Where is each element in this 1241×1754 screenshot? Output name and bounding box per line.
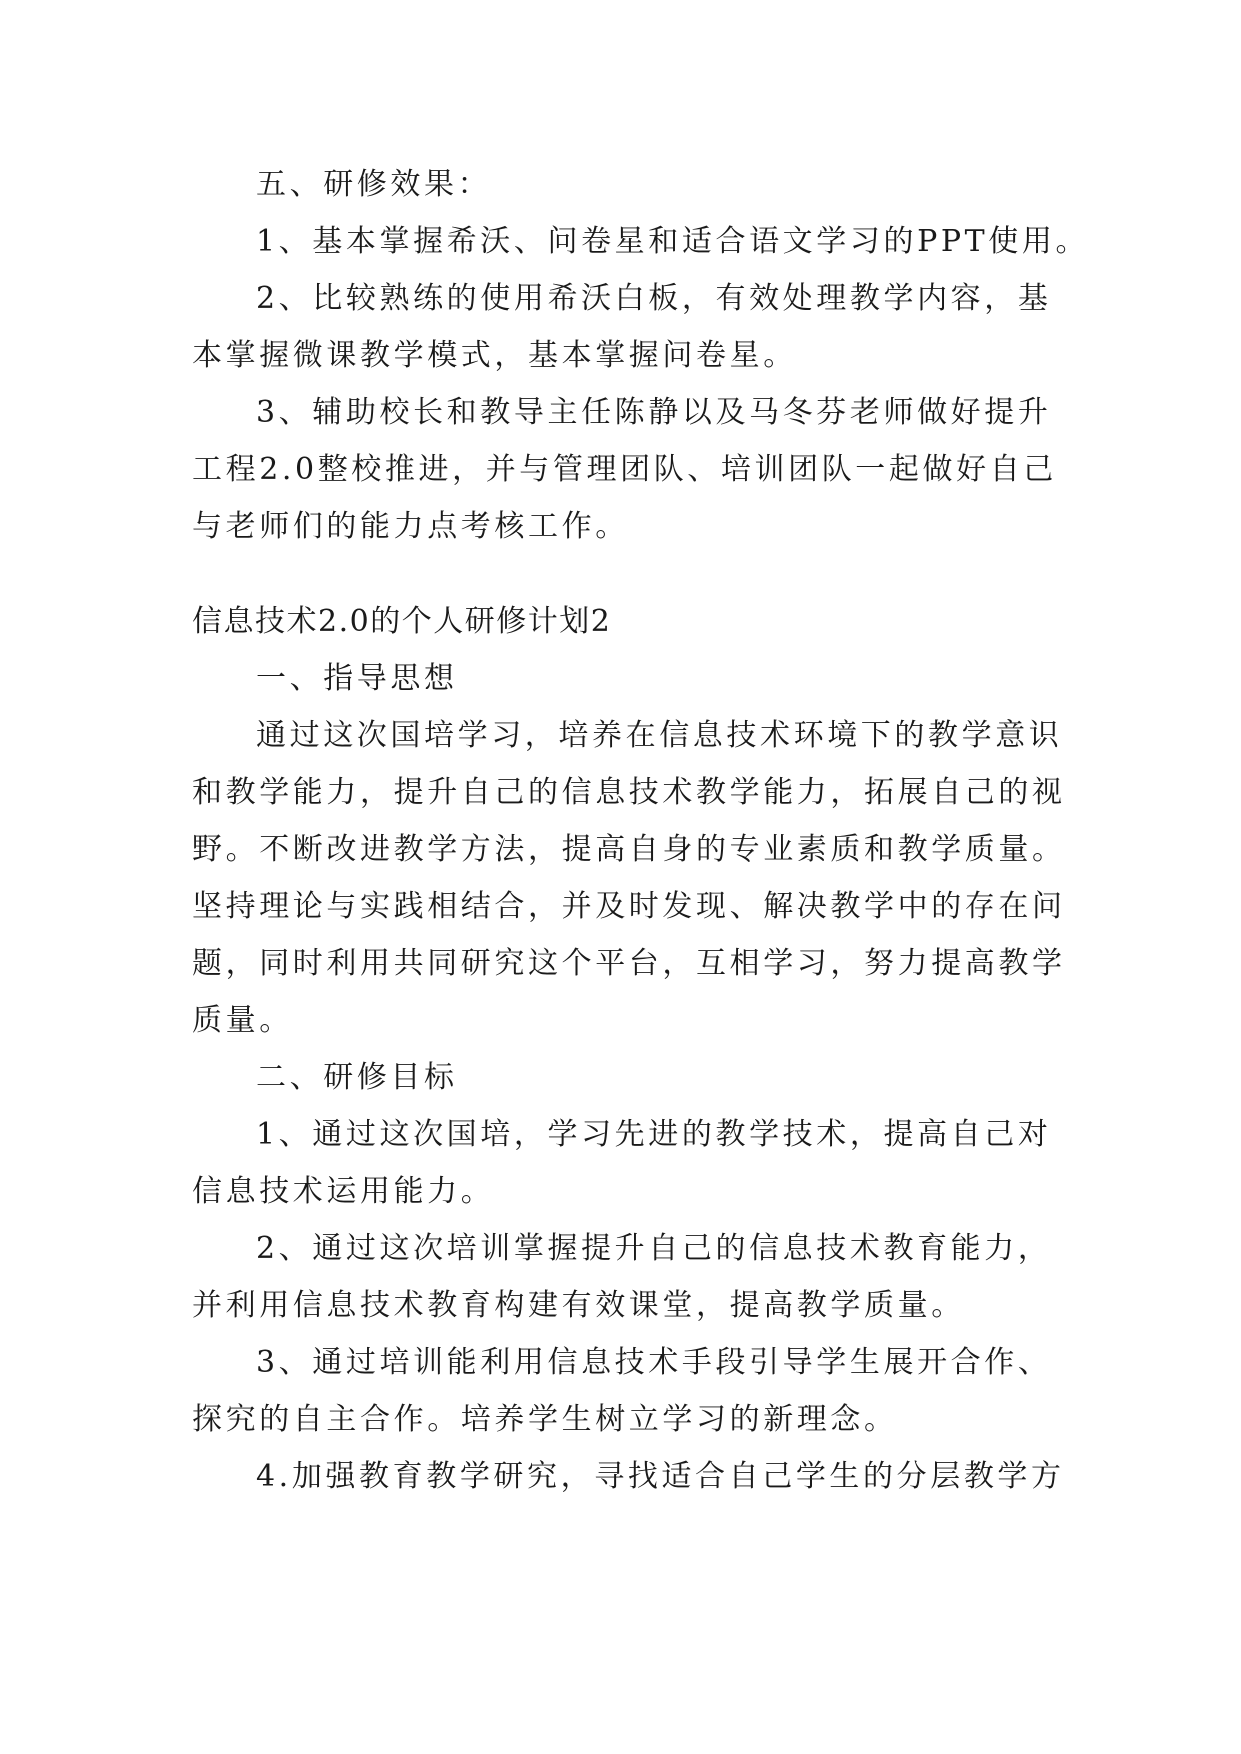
section-heading-guiding-ideology: 一、指导思想 bbox=[256, 661, 458, 696]
paragraph-line: 通过这次国培学习，培养在信息技术环境下的教学意识 bbox=[256, 718, 1063, 753]
paragraph-line: 题，同时利用共同研究这个平台，互相学习，努力提高教学 bbox=[192, 946, 1066, 981]
paragraph-line: 野。不断改进教学方法，提高自身的专业素质和教学质量。 bbox=[192, 832, 1066, 867]
paragraph-line: 和教学能力，提升自己的信息技术教学能力，拓展自己的视 bbox=[192, 775, 1066, 810]
paragraph-line: 本掌握微课教学模式，基本掌握问卷星。 bbox=[192, 338, 797, 373]
paragraph-line: 4.加强教育教学研究，寻找适合自己学生的分层教学方 bbox=[256, 1459, 1065, 1494]
paragraph-line: 1、通过这次国培，学习先进的教学技术，提高自己对 bbox=[256, 1117, 1052, 1152]
section-heading-results: 五、研修效果： bbox=[256, 167, 492, 202]
paragraph-line: 质量。 bbox=[192, 1003, 293, 1038]
paragraph-line: 1、基本掌握希沃、问卷星和适合语文学习的PPT使用。 bbox=[256, 224, 1090, 259]
section-heading-goals: 二、研修目标 bbox=[256, 1060, 458, 1095]
paragraph-line: 3、辅助校长和教导主任陈静以及马冬芬老师做好提升 bbox=[256, 395, 1052, 430]
document-title: 信息技术2.0的个人研修计划2 bbox=[192, 604, 612, 639]
paragraph-line: 2、比较熟练的使用希沃白板，有效处理教学内容，基 bbox=[256, 281, 1052, 316]
paragraph-line: 信息技术运用能力。 bbox=[192, 1174, 495, 1209]
paragraph-line: 与老师们的能力点考核工作。 bbox=[192, 509, 629, 544]
paragraph-line: 坚持理论与实践相结合，并及时发现、解决教学中的存在问 bbox=[192, 889, 1066, 924]
paragraph-line: 探究的自主合作。培养学生树立学习的新理念。 bbox=[192, 1402, 898, 1437]
paragraph-line: 工程2.0整校推进，并与管理团队、培训团队一起做好自己 bbox=[192, 452, 1057, 487]
paragraph-line: 3、通过培训能利用信息技术手段引导学生展开合作、 bbox=[256, 1345, 1052, 1380]
paragraph-line: 并利用信息技术教育构建有效课堂，提高教学质量。 bbox=[192, 1288, 965, 1323]
paragraph-line: 2、通过这次培训掌握提升自己的信息技术教育能力， bbox=[256, 1231, 1052, 1266]
